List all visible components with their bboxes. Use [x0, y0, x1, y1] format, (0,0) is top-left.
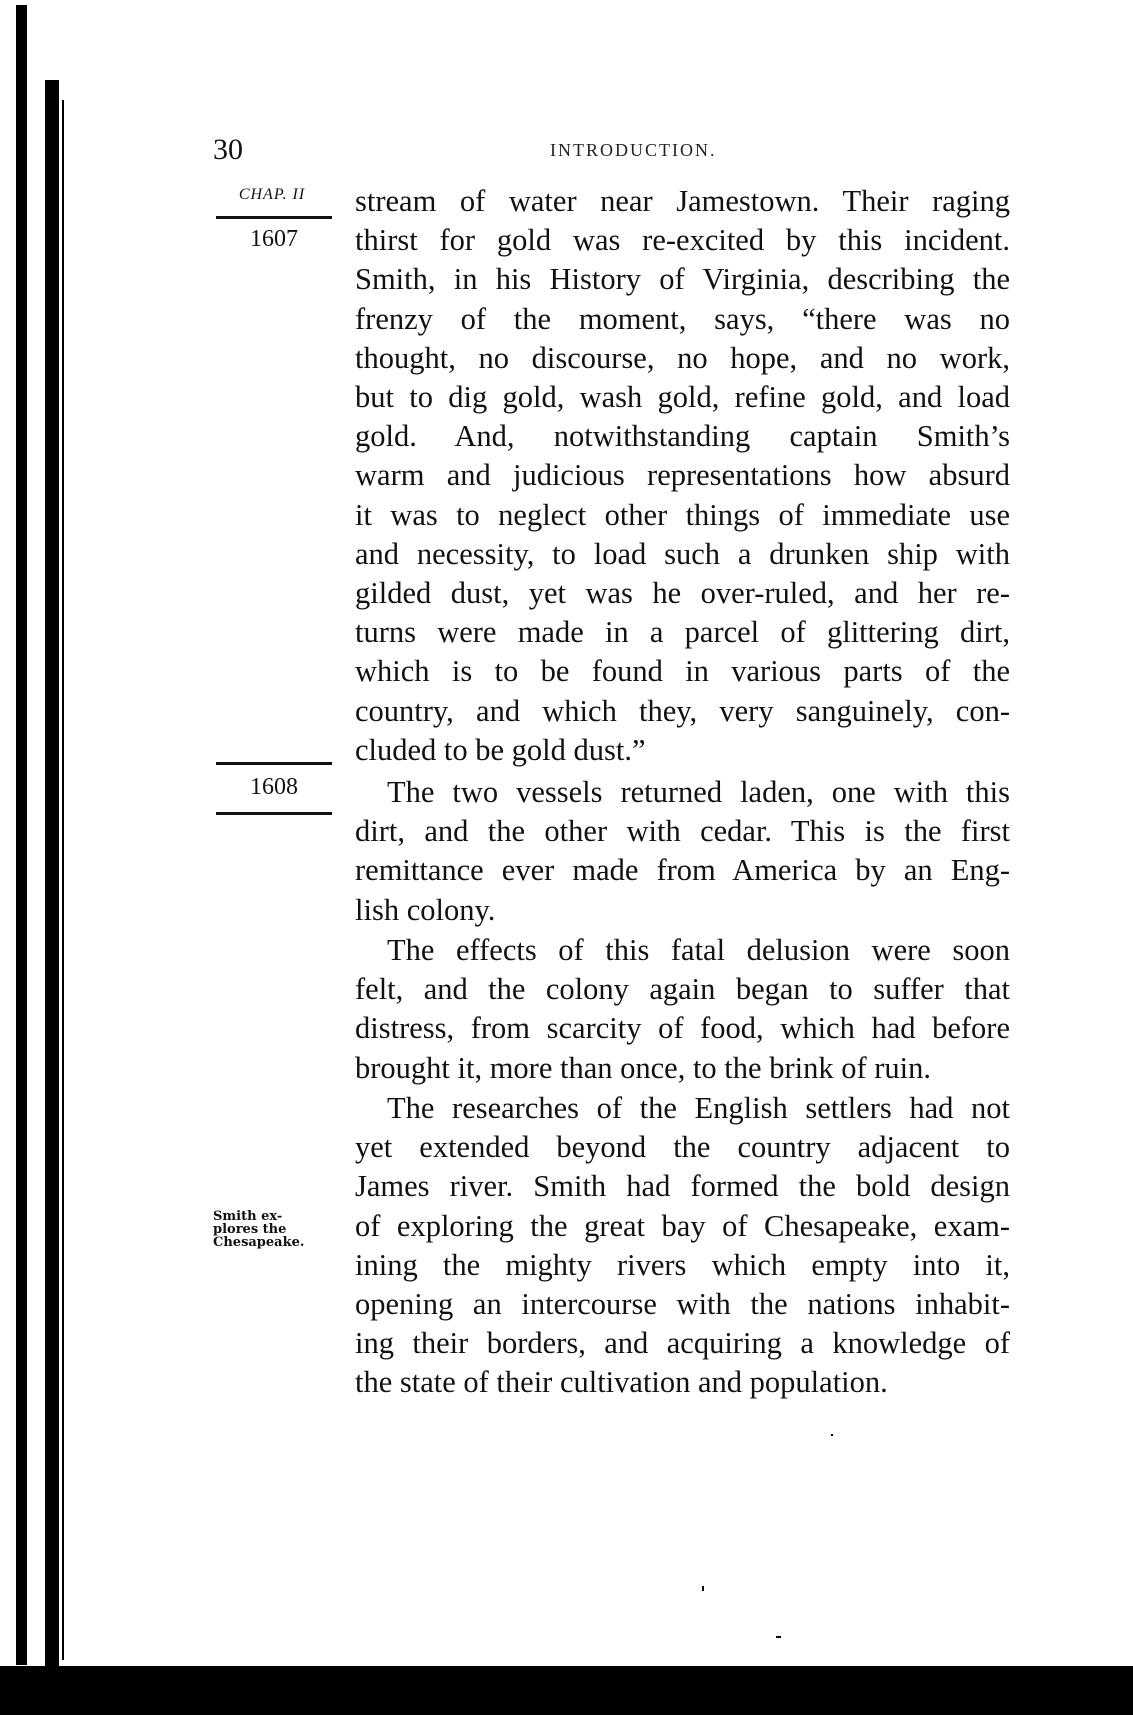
- text-line: ining the mighty rivers which empty into it,: [355, 1247, 1010, 1282]
- text-line: distress, from scarcity of food, which had before: [355, 1011, 1010, 1046]
- text-line: The researches of the English settlers had not: [387, 1091, 1010, 1125]
- sidenote-line: Chesapeake.: [213, 1235, 305, 1250]
- text-line: but to dig gold, wash gold, refine gold, and load: [355, 380, 1010, 414]
- text-line: the state of their cultivation and population.: [355, 1365, 888, 1400]
- text-line: The effects of this fatal delusion were soon: [387, 933, 1010, 967]
- margin-rule: [216, 762, 332, 765]
- text-line: gilded dust, yet was he over-ruled, and her re-: [355, 576, 1010, 610]
- text-line: thought, no discourse, no hope, and no work,: [355, 340, 1010, 375]
- bottom-shadow: [0, 1666, 1133, 1715]
- text-line: brought it, more than once, to the brink of ruin.: [355, 1050, 931, 1085]
- page-number: 30: [213, 133, 243, 166]
- scan-speck: [702, 1586, 704, 1591]
- margin-rule: [216, 812, 332, 815]
- text-line: thirst for gold was re-excited by this incident.: [355, 223, 1010, 258]
- text-line: of exploring the great bay of Chesapeake, exam-: [355, 1208, 1010, 1243]
- scan-speck: [776, 1636, 781, 1638]
- binding-edge-line: [62, 100, 64, 1660]
- text-line: James river. Smith had formed the bold design: [355, 1169, 1010, 1204]
- text-line: opening an intercourse with the nations inhabit-: [355, 1287, 1010, 1321]
- text-line: remittance ever made from America by an Eng-: [355, 853, 1010, 888]
- text-line: Smith, in his History of Virginia, describing the: [355, 262, 1010, 297]
- margin-year-1608: 1608: [250, 774, 298, 800]
- sidenote-line: plores the: [213, 1222, 287, 1237]
- text-line: The two vessels returned laden, one with this: [387, 775, 1010, 809]
- scan-speck: [831, 1434, 833, 1436]
- text-line: and necessity, to load such a drunken ship with: [355, 536, 1010, 571]
- text-line: lish colony.: [355, 892, 496, 927]
- sidenote: [213, 1210, 304, 1249]
- text-line: yet extended beyond the country adjacent to: [355, 1130, 1010, 1165]
- sidenote-line: Smith ex-: [213, 1209, 283, 1224]
- margin-year-1607: 1607: [250, 226, 298, 252]
- margin-rule: [216, 216, 332, 219]
- text-line: which is to be found in various parts of the: [355, 654, 1010, 689]
- binding-shadow-inner: [45, 80, 59, 1670]
- text-line: warm and judicious representations how absurd: [355, 458, 1010, 493]
- binding-shadow-left: [16, 5, 27, 1665]
- text-line: cluded to be gold dust.”: [355, 732, 646, 767]
- text-line: gold. And, notwithstanding captain Smith’s: [355, 419, 1010, 454]
- running-head: INTRODUCTION.: [550, 140, 717, 160]
- text-line: turns were made in a parcel of glittering dirt,: [355, 615, 1010, 650]
- chapter-label: CHAP. II: [238, 186, 306, 203]
- text-line: stream of water near Jamestown. Their raging: [355, 184, 1010, 218]
- text-line: frenzy of the moment, says, “there was no: [355, 301, 1010, 336]
- text-line: dirt, and the other with cedar. This is the first: [355, 814, 1010, 849]
- text-line: ing their borders, and acquiring a knowledge of: [355, 1326, 1010, 1361]
- text-line: felt, and the colony again began to suffer that: [355, 972, 1010, 1007]
- text-line: country, and which they, very sanguinely, con-: [355, 693, 1010, 728]
- text-line: it was to neglect other things of immediate use: [355, 497, 1010, 532]
